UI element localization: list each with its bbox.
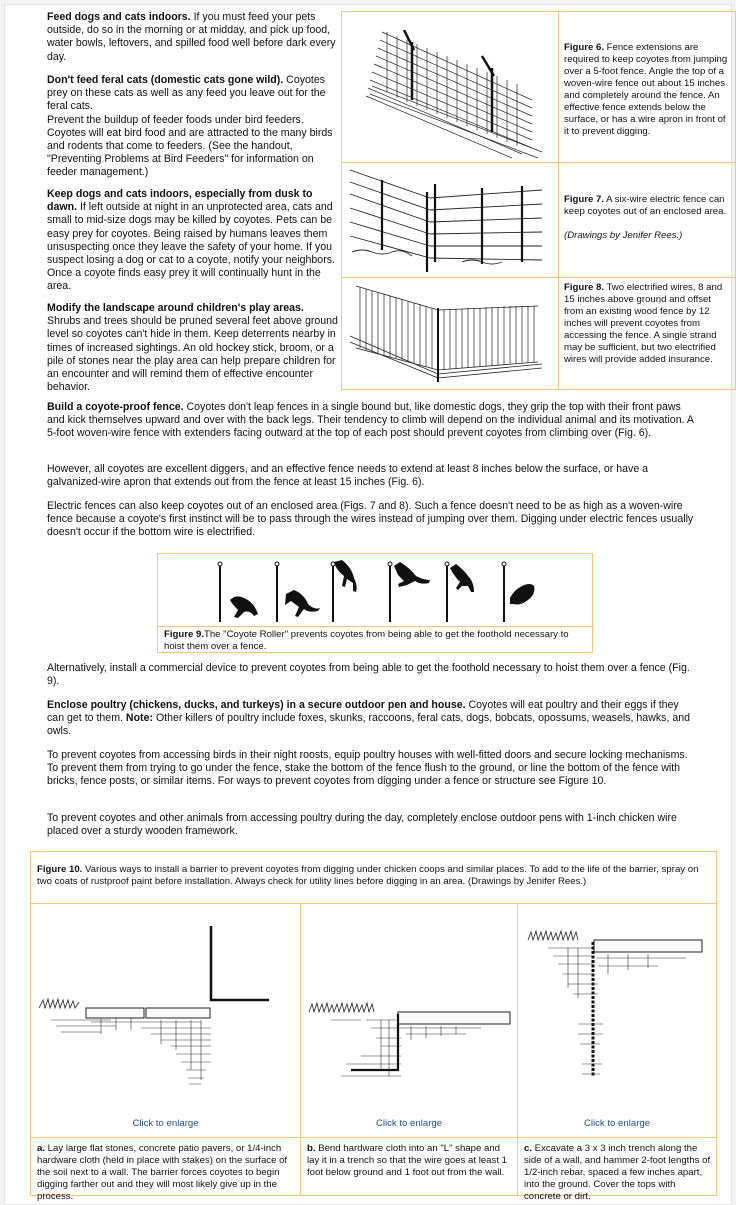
paragraph-text: Electric fences can also keep coyotes out of an enclosed area (Figs. 7 and 8). Such a fence doesn't need to be as high as a woven-wire fence because a coyote's first instinct will be to pass through the wires instead of jumping over them. Digging under electric fences usually doesn't occur if the bottom wire is electrified. bbox=[47, 500, 694, 539]
paragraph-chicken-wire bbox=[47, 812, 697, 838]
figure-10b-description bbox=[307, 1143, 513, 1179]
cut-off-paragraph bbox=[47, 1197, 697, 1204]
paragraph-text: Prevent the buildup of feeder foods under bird feeders. Coyotes will eat bird food and are attracted to the many birds and rodents that come to feeders. (See the handout, "Preventing Problems at Bird Feeders" for information on feeder management.) bbox=[47, 113, 333, 179]
paragraph-commercial-device bbox=[47, 662, 697, 688]
figure-10a-description bbox=[37, 1143, 295, 1203]
caption-text: The "Coyote Roller" prevents coyotes from being able to get the foothold necessary to hoist them over a fence. bbox=[164, 629, 569, 652]
figure-6-caption bbox=[564, 42, 732, 138]
document-page bbox=[4, 4, 732, 1205]
paragraph-text: If you must feed your pets outside, do so in the morning or at midday, and pick up food, water bowls, leftovers, and spilled food well before dark every day. bbox=[47, 11, 336, 63]
paragraph-coyote-proof-fence bbox=[47, 401, 697, 441]
paragraph-play-areas bbox=[47, 302, 339, 394]
coyote-roller-image bbox=[158, 554, 592, 627]
paragraph-feral-cats bbox=[47, 74, 339, 180]
panel-label: a. bbox=[37, 1143, 46, 1154]
click-to-enlarge-link-c[interactable]: Click to enlarge bbox=[583, 1118, 651, 1129]
note-label: Note: bbox=[125, 712, 153, 725]
panel-label: b. bbox=[307, 1143, 316, 1154]
panel-text: Lay large flat stones, concrete patio pavers, or 1/4-inch hardware cloth (held in place with stakes) on the surface of the soil next to a wall. The barrier forces coyotes to begin digging farther out and they will most likely give up in the process. bbox=[37, 1143, 288, 1202]
paragraph-text: Shrubs and trees should be pruned several feet above ground level so coyotes can't hide in them. Keep deterrents nearby in times of increased sightings. An old hockey stick, broom, or a pile of stones near the play area can help prepare children for an encounter and will remind them of effective encounter behavior. bbox=[47, 315, 338, 394]
note-text: Other killers of poultry include foxes, skunks, raccoons, feral cats, dogs, bobcats, opossums, weasels, hawks, and owls. bbox=[47, 712, 691, 738]
figure-6-row bbox=[342, 12, 735, 163]
figure-10-descriptions-row bbox=[31, 1137, 716, 1202]
paragraph-heading: Feed dogs and cats indoors. bbox=[47, 11, 191, 23]
barrier-rebar-drawing bbox=[518, 904, 716, 1104]
panel-text: Excavate a 3 x 3 inch trench along the side of a wall, and hammer 2-foot lengths of 1/2-inch rebar, spaced a few inches apart, into the ground. Cover the tops with concrete or dirt. bbox=[524, 1143, 711, 1202]
click-to-enlarge-link-a[interactable]: Click to enlarge bbox=[132, 1118, 199, 1129]
figure-8-row bbox=[342, 278, 735, 389]
figure-8-image bbox=[342, 278, 559, 389]
paragraph-text: To prevent coyotes and other animals from accessing poultry during the day, completely enclose outdoor pens with 1-inch chicken wire placed over a sturdy wooden framework. bbox=[47, 812, 677, 838]
paragraph-text: Coyotes prey on these cats as well as any feed you leave out for the feral cats. bbox=[47, 74, 326, 113]
caption-text: Fence extensions are required to keep coyotes from jumping over a 5-foot fence. Angle the top of a woven-wire fence out about 15 inches and completely around the fence. An effective fence extends below the surface, or has a wire apron in front of it to prevent digging. bbox=[564, 42, 728, 137]
figures-6-8-table bbox=[341, 11, 736, 390]
figure-9-caption bbox=[164, 629, 584, 653]
paragraph-text: Coyotes will eat poultry and their eggs if they can get to them. bbox=[47, 699, 679, 725]
electric-fence-drawing bbox=[342, 162, 558, 277]
figure-10-images-row bbox=[31, 903, 716, 1138]
figure-10c-cell bbox=[518, 904, 716, 1137]
figure-10c-description bbox=[524, 1143, 712, 1203]
figure-label: Figure 7. bbox=[564, 194, 604, 205]
paragraph-keep-indoors bbox=[47, 188, 339, 294]
paragraph-heading: Modify the landscape around children's play areas. bbox=[47, 302, 304, 314]
panel-label: c. bbox=[524, 1143, 533, 1154]
figure-9 bbox=[157, 553, 593, 653]
figure-8-caption bbox=[564, 282, 732, 366]
click-to-enlarge-link-b[interactable]: Click to enlarge bbox=[375, 1118, 443, 1129]
paragraph-heading: Enclose poultry (chickens, ducks, and turkeys) in a secure outdoor pen and house. bbox=[47, 699, 466, 711]
paragraph-text: To prevent coyotes from accessing birds in their night roosts, equip poultry houses with well-fitted doors and secure locking mechanisms. To prevent them from trying to go under the fence, stake the bottom of the fence flush to the ground, or line the bottom of the fence with bricks, fence posts, or similar items. For ways to prevent coyotes from digging under a fence or structure see Figure 10. bbox=[47, 749, 688, 788]
figure-label: Figure 10. bbox=[37, 864, 83, 875]
figure-10c-description-cell bbox=[518, 1137, 716, 1202]
figure-10-caption bbox=[37, 864, 707, 888]
figure-10-table bbox=[30, 851, 717, 1202]
caption-text: Two electrified wires, 8 and 15 inches above ground and offset from an existing wood fence by 12 inches will prevent coyotes from accessing the fence. A single strand may be sufficient, but two electrified wires will provide added insurance. bbox=[564, 282, 723, 365]
figure-6-image bbox=[342, 12, 559, 162]
paragraph-electric-fences bbox=[47, 500, 697, 540]
coyote-roller-sequence-drawing bbox=[158, 554, 592, 626]
figure-10a-description-cell bbox=[31, 1137, 301, 1202]
figure-10b-cell bbox=[301, 904, 518, 1137]
figure-label: Figure 8. bbox=[564, 282, 604, 293]
paragraph-text: Coyotes don't leap fences in a single bound but, like domestic dogs, they grip the top with their front paws and kick themselves upward and over with the back legs. Their tendency to climb will depend on the individual animal and its motivation. A 5-foot woven-wire fence with extenders facing outward at the top of each post should prevent coyotes from climbing over (Fig. 6). bbox=[47, 401, 694, 440]
drawing-credit: (Drawings by Jenifer Rees.) bbox=[564, 230, 683, 241]
figure-10a-cell bbox=[31, 904, 301, 1137]
paragraph-heading: Build a coyote-proof fence. bbox=[47, 401, 184, 413]
woven-wire-fence-drawing bbox=[342, 12, 558, 162]
barrier-l-shape-drawing bbox=[301, 904, 517, 1104]
paragraph-enclose-poultry bbox=[47, 699, 697, 739]
paragraph-text: However, all coyotes are excellent diggers, and an effective fence needs to extend at least 8 inches below the surface, or have a galvanized-wire apron that extends out from the fence at least 15 inches (Fig. 6). bbox=[47, 463, 649, 489]
paragraph-feed-indoors bbox=[47, 11, 339, 64]
caption-text: Various ways to install a barrier to prevent coyotes from digging under chicken coops and similar places. To add to the life of the barrier, spray on two coats of rustproof paint before installation. Always check for utility lines before digging in an area. (Drawings by Jenifer Rees.) bbox=[37, 864, 699, 887]
wood-fence-electric-wire-drawing bbox=[342, 278, 558, 389]
figure-label: Figure 6. bbox=[564, 42, 604, 53]
paragraph-heading: Keep dogs and cats indoors, especially from dusk to dawn. bbox=[47, 188, 313, 214]
figure-7-image bbox=[342, 162, 559, 277]
figure-7-caption bbox=[564, 194, 732, 242]
paragraph-diggers bbox=[47, 463, 697, 489]
figure-7-row bbox=[342, 162, 735, 278]
barrier-stones-drawing bbox=[31, 904, 300, 1104]
caption-text: A six-wire electric fence can keep coyotes out of an enclosed area. bbox=[564, 194, 727, 217]
paragraph-heading: Don't feed feral cats (domestic cats gone wild). bbox=[47, 74, 284, 86]
paragraph-text: Alternatively, install a commercial device to prevent coyotes from being able to get the foothold necessary to hoist them over a fence (Fig. 9). bbox=[47, 662, 690, 688]
paragraph-night-roosts bbox=[47, 749, 697, 789]
paragraph-text: If left outside at night in an unprotected area, cats and small to mid-size dogs may be killed by coyotes. Pets can be easy prey for coyotes. Being raised by humans leaves them unsuspecting once they leave the safety of your home. If you suspect losing a dog or cat to a coyote, notify your neighbors. Once a coyote finds easy prey it will continually hunt in the area. bbox=[47, 201, 335, 293]
figure-10b-description-cell bbox=[301, 1137, 518, 1195]
figure-label: Figure 9. bbox=[164, 629, 204, 640]
panel-text: Bend hardware cloth into an "L" shape and lay it in a trench so that the wire goes at least 1 foot below ground and 1 foot out from the wall. bbox=[307, 1143, 507, 1178]
